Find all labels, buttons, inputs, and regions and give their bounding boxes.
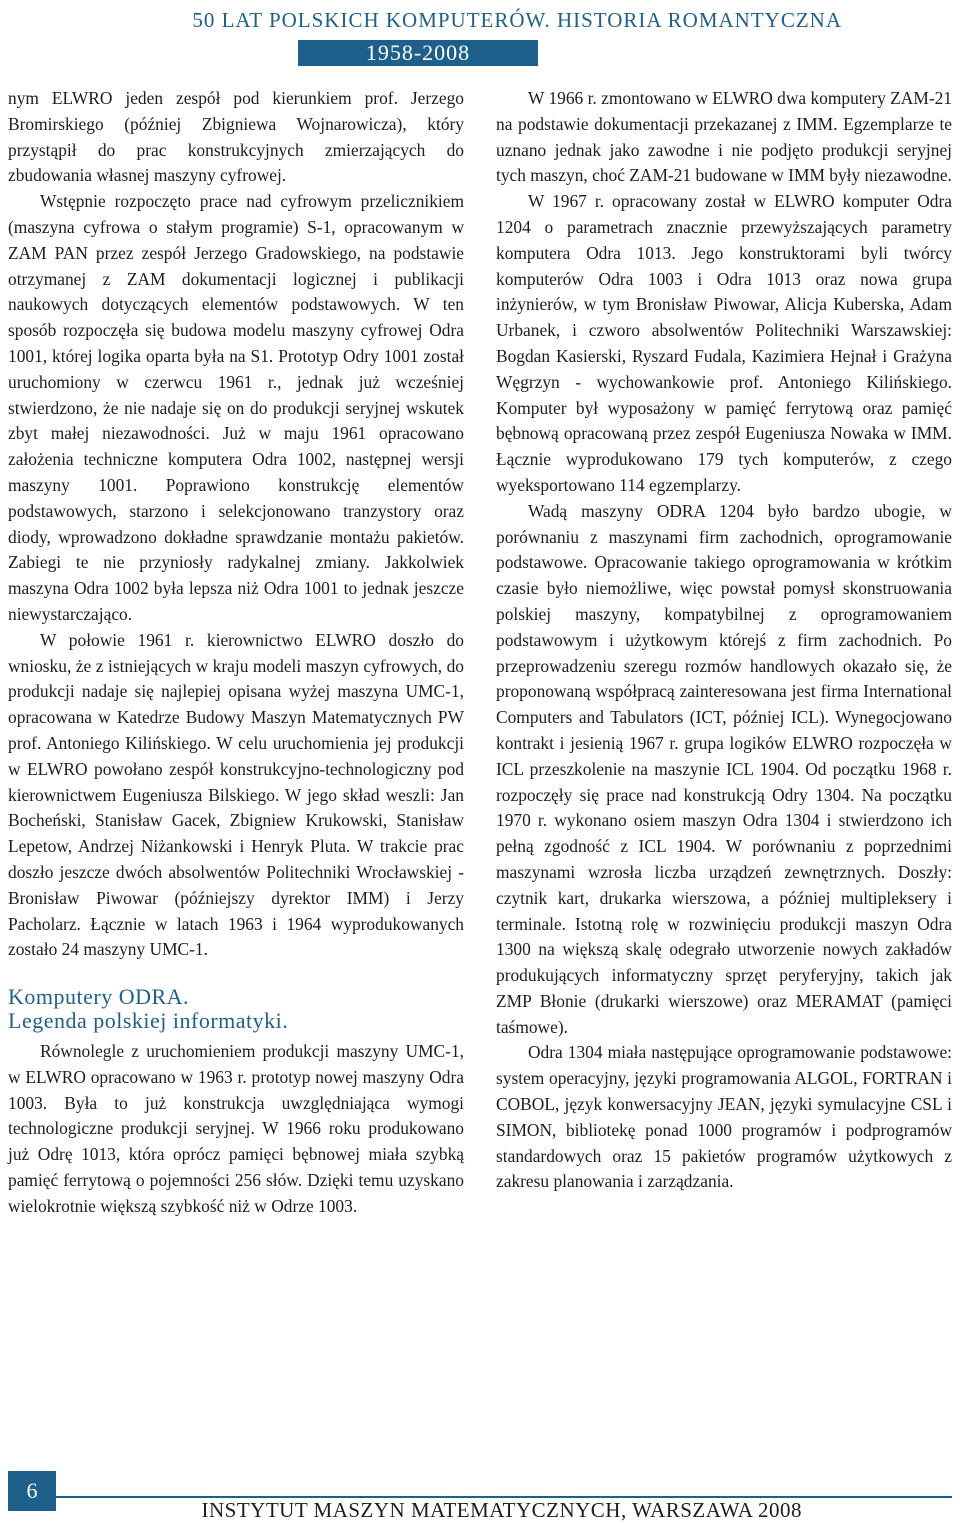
right-column: [496, 86, 952, 1195]
left-paragraph-3: W połowie 1961 r. kierownictwo ELWRO doszło do wniosku, że z istniejących w kraju modeli maszyn cyfrowych, do produkcji nadaje się najlepiej opisana wyżej maszyna UMC-1, opracowana w Katedrze Budowy Maszyn Matematycznych PW prof. Antoniego Kilińskiego. W celu uruchomienia jej produkcji w ELWRO powołano zespół konstrukcyjno-technologiczny pod kierownictwem Eugeniusza Bilskiego. W jego skład weszli: Jan Bocheński, Stanisław Gacek, Zbigniew Krukowski, Stanisław Lepetow, Andrzej Niżankowski i Henryk Pluta. W trakcie prac doszło jeszcze dwóch absolwentów Politechniki Wrocławskiej - Bronisław Piwowar (późniejszy dyrektor IMM) i Jerzy Pacholarz. Łącznie w latach 1963 i 1964 wyprodukowanych zostało 24 maszyny UMC-1.: [8, 629, 464, 960]
right-paragraph-4: Odra 1304 miała następujące oprogramowanie podstawowe: system operacyjny, języki programowania ALGOL, FORTRAN i COBOL, język konwersacyjny JEAN, języki symulacyjne CSL i SIMON, bibliotekę ponad 1000 programów i podprogramów standardowych oraz 15 pakietów programów użytkowych z zakresu planowania i zarządzania.: [496, 1042, 952, 1192]
right-paragraph-3: Wadą maszyny ODRA 1204 było bardzo ubogie, w porównaniu z maszynami firm zachodnich, oprogramowanie podstawowe. Opracowanie takiego oprogramowania w krótkim czasie było niemożliwe, więc powstał pomysł skonstruowania polskiej maszyny, kompatybilnej z oprogramowaniem podstawowym i użytkowym którejś z firm zachodnich. Po przeprowadzeniu szeregu rozmów handlowych okazało się, że proponowaną współpracą zainteresowana jest firma International Computers and Tabulators (ICT, później ICL). Wynegocjowano kontrakt i jesienią 1967 r. grupa logików ELWRO rozpoczęła w ICL przeszkolenie na maszynie ICL 1904. Od początku 1968 r. rozpoczęły się prace nad konstrukcją Odry 1304. Na początku 1970 r. wykonano osiem maszyn Odra 1304 i stwierdzono ich pełną zgodność z ICL 1904. W porównaniu z poprzednimi maszynami wzrosła liczba urządzeń zewnętrznych. Doszły: czytnik kart, drukarka wierszowa, a później multipleksery i terminale. Istotną rolę w rozwinięciu produkcji maszyn Odra 1300 na większą skalę odegrało utworzenie nowych zakładów produkujących informatyczny sprzęt peryferyjny, takich jak ZMP Błonie (drukarki wierszowe) oraz MERAMAT (pamięci taśmowe).: [496, 500, 952, 1037]
left-paragraph-1: nym ELWRO jeden zespół pod kierunkiem prof. Jerzego Bromirskiego (później Zbigniewa Wojnarowicza), który przystąpił do prac konstrukcyjnych zmierzających do zbudowania własnej maszyny cyfrowej.: [8, 88, 464, 186]
footer-institution: INSTYTUT MASZYN MATEMATYCZNYCH, WARSZAWA 2008: [201, 1498, 802, 1522]
years-badge: 1958-2008: [298, 40, 538, 66]
page-number: 6: [8, 1471, 56, 1511]
right-paragraph-2: W 1967 r. opracowany został w ELWRO komputer Odra 1204 o parametrach znacznie przewyższających parametry komputera Odra 1013. Jego konstruktorami byli twórcy komputerów Odra 1003 i Odra 1013 oraz nowa grupa inżynierów, w tym Bronisław Piwowar, Alicja Kuberska, Adam Urbanek, i czworo absolwentów Politechniki Warszawskiej: Bogdan Kasierski, Ryszard Fudala, Kazimiera Hejnał i Grażyna Węgrzyn - wychowankowie prof. Antoniego Kilińskiego. Komputer był wyposażony w pamięć ferrytową oraz pamięć bębnową opracowaną przez zespół Eugeniusza Nowaka w IMM. Łącznie wyprodukowano 179 tych komputerów, z czego wyeksportowano 114 egzemplarzy.: [496, 191, 952, 495]
left-column: [8, 86, 464, 1220]
left-paragraph-4: Równolegle z uruchomieniem produkcji maszyny UMC-1, w ELWRO opracowano w 1963 r. prototyp nowej maszyny Odra 1003. Była to już konstrukcja uwzględniająca wymogi technologiczne produkcji seryjnej. W 1966 roku produkowano już Odrę 1013, która oprócz pamięci bębnowej miała szybką pamięć ferrytową o pojemności 256 słów. Dzięki temu uzyskano wielokrotnie większą szybkość niż w Odrze 1003.: [8, 1041, 464, 1216]
running-title: 50 LAT POLSKICH KOMPUTERÓW. HISTORIA ROMANTYCZNA: [192, 8, 842, 32]
right-paragraph-1: W 1966 r. zmontowano w ELWRO dwa komputery ZAM-21 na podstawie dokumentacji przekazanej z IMM. Egzemplarze te uznano jednak jako zawodne i nie podjęto produkcji seryjnej tych maszyn, choć ZAM-21 budowane w IMM były niezawodne.: [496, 88, 952, 186]
section-heading-line-1: Komputery ODRA.: [8, 984, 190, 1010]
left-paragraph-2: Wstępnie rozpoczęto prace nad cyfrowym przelicznikiem (maszyna cyfrowa o stałym programie) S-1, opracowanym w ZAM PAN przez zespół Jerzego Gradowskiego, na podstawie otrzymanej z ZAM dokumentacji logicznej i publikacji naukowych dotyczących elementów podstawowych. W ten sposób rozpoczęła się budowa modelu maszyny cyfrowej Odra 1001, której logika oparta była na S1. Prototyp Odry 1001 został uruchomiony w czerwcu 1961 r., jednak już wcześniej stwierdzono, że nie nadaje się on do produkcji seryjnej wskutek zbyt małej niezawodności. Już w maju 1961 opracowano założenia techniczne komputera Odra 1002, następnej wersji maszyny 1001. Poprawiono konstrukcję elementów podstawowych, starzono i selekcjonowano tranzystory oraz diody, wprowadzono dokładne sprawdzanie montażu pakietów. Zabiegi te nie przyniosły radykalnej zmiany. Jakkolwiek maszyna Odra 1002 była lepsza niż Odra 1001 to jednak jeszcze niewystarczająco.: [8, 191, 464, 624]
page-header: [0, 4, 960, 68]
section-heading-line-2: Legenda polskiej informatyki.: [8, 1008, 289, 1034]
section-heading: [8, 985, 464, 1033]
